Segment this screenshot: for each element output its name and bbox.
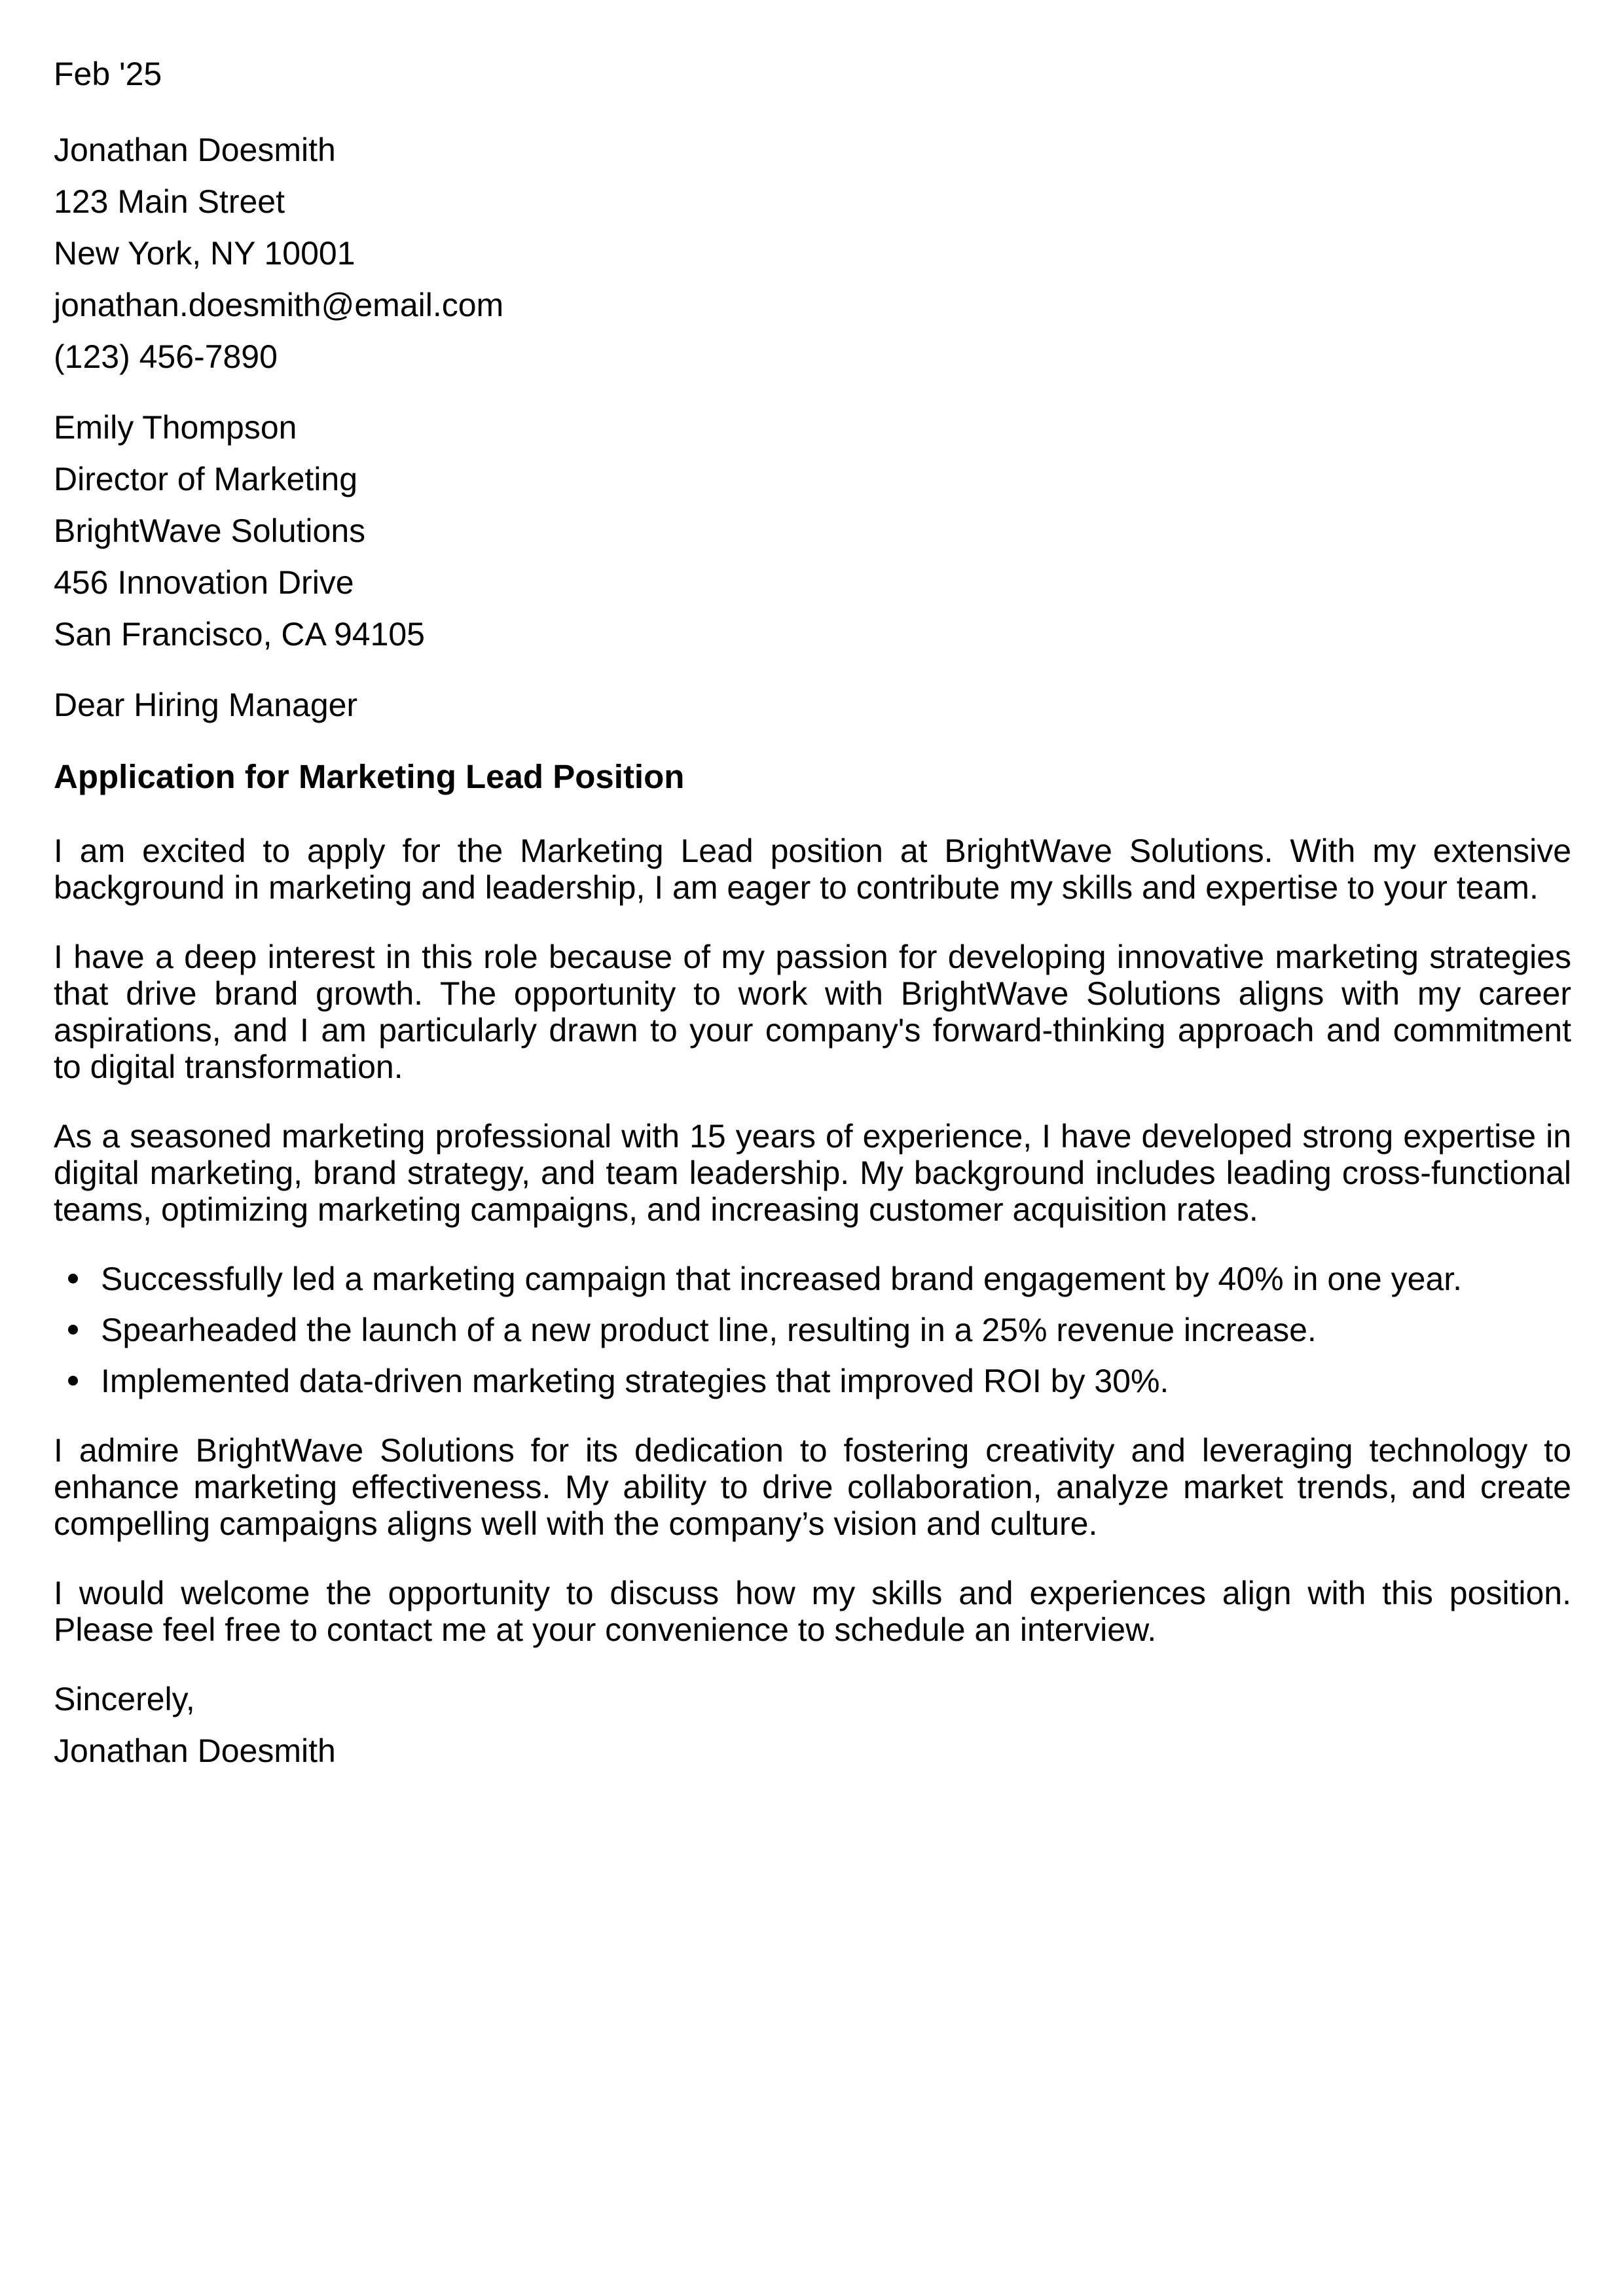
sender-street: 123 Main Street [54,183,285,220]
recipient-name: Emily Thompson [54,409,297,446]
signature-name: Jonathan Doesmith [54,1732,336,1769]
sender-name: Jonathan Doesmith [54,132,336,168]
achievement-item [101,1261,1571,1297]
paragraph-admiration: I admire BrightWave Solutions for its dedication to fostering creativity and leveraging technology to enhance marketing effectiveness. My ability to drive collaboration, analyze market trends, and create compelling campaigns aligns well with the company’s vision and culture. [54,1432,1571,1542]
paragraph-interest: I have a deep interest in this role because of my passion for developing innovative marketing strategies that drive brand growth. The opportunity to work with BrightWave Solutions aligns with my career aspirations, and I am particularly drawn to your company's forward-thinking approach and commitment to digital transformation. [54,939,1571,1085]
achievement-text: Implemented data-driven marketing strategies that improved ROI by 30%. [101,1363,1169,1399]
bullet-icon [68,1325,78,1335]
sender-phone: (123) 456-7890 [54,338,278,375]
achievement-text: Spearheaded the launch of a new product line, resulting in a 25% revenue increase. [101,1312,1317,1348]
sender-block [54,132,1571,375]
paragraph-intro: I am excited to apply for the Marketing Lead position at BrightWave Solutions. With my extensive background in marketing and leadership, I am eager to contribute my skills and expertise to your team. [54,833,1571,906]
salutation: Dear Hiring Manager [54,687,358,723]
subject-heading: Application for Marketing Lead Position [54,758,685,795]
achievement-item [101,1363,1571,1399]
sender-city: New York, NY 10001 [54,235,356,272]
recipient-company: BrightWave Solutions [54,512,366,549]
bullet-icon [68,1376,78,1386]
recipient-street: 456 Innovation Drive [54,564,354,601]
recipient-block [54,409,1571,653]
date-line: Feb '25 [54,56,162,92]
sender-email: jonathan.doesmith@email.com [54,287,504,323]
achievement-item [101,1312,1571,1348]
paragraph-experience: As a seasoned marketing professional with 15 years of experience, I have developed strong expertise in digital marketing, brand strategy, and team leadership. My background includes leading cross-functional teams, optimizing marketing campaigns, and increasing customer acquisition rates. [54,1118,1571,1228]
recipient-title: Director of Marketing [54,461,358,497]
closing: Sincerely, [54,1681,195,1717]
bullet-icon [68,1274,78,1283]
paragraph-call-to-action: I would welcome the opportunity to discuss how my skills and experiences align with this position. Please feel free to contact me at your convenience to schedule an interview. [54,1575,1571,1648]
signature-block [54,1681,1571,1769]
achievement-text: Successfully led a marketing campaign that increased brand engagement by 40% in one year. [101,1261,1463,1297]
recipient-city: San Francisco, CA 94105 [54,616,425,653]
achievements-list [54,1261,1571,1399]
